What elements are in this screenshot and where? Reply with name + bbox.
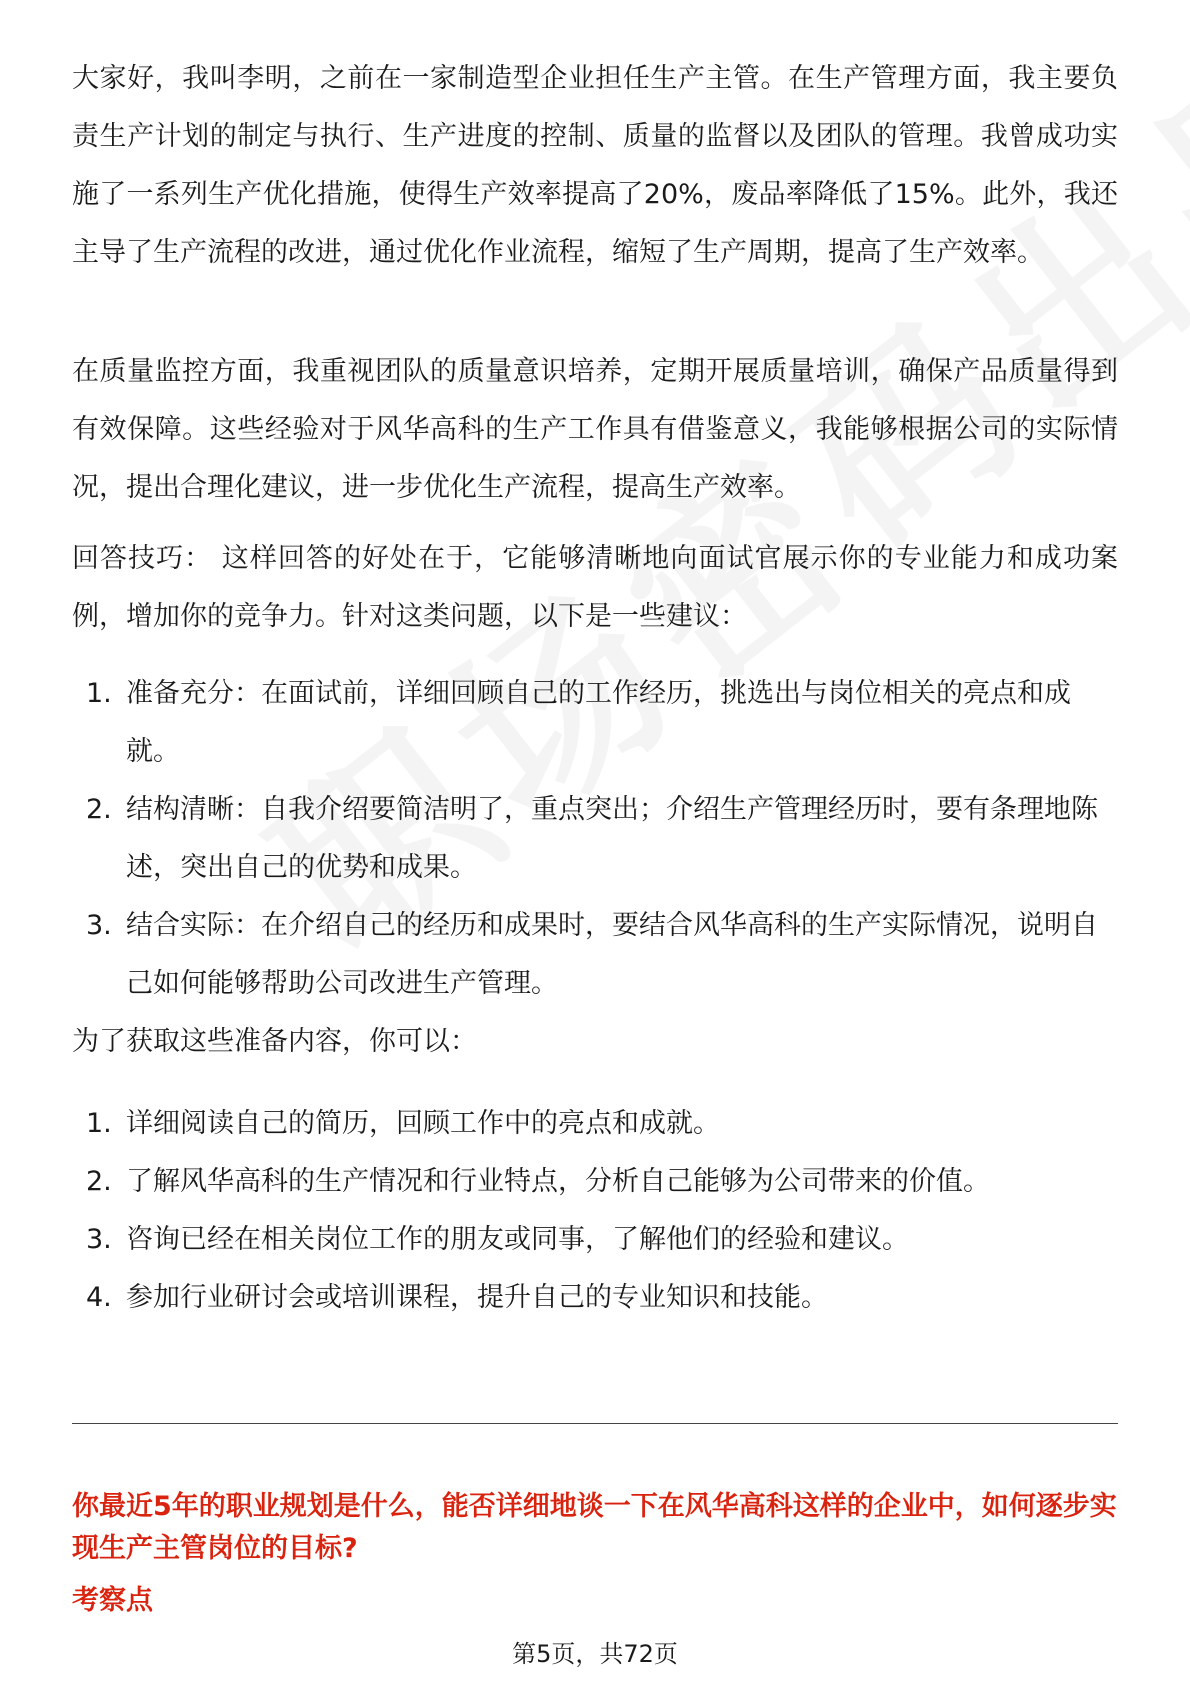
list-item <box>72 1095 1118 1153</box>
list-item-text: 结合实际：在介绍自己的经历和成果时，要结合风华高科的生产实际情况，说明自己如何能够帮助公司改进生产管理。 <box>126 910 1098 999</box>
list-item-text: 准备充分：在面试前，详细回顾自己的工作经历，挑选出与岗位相关的亮点和成就。 <box>126 678 1071 767</box>
prepare-list <box>72 1095 1118 1327</box>
list-number: 2. <box>86 1166 112 1197</box>
list-item <box>72 897 1118 1013</box>
list-item <box>72 665 1118 781</box>
list-item <box>72 1153 1118 1211</box>
next-question-heading: 你最近5年的职业规划是什么，能否详细地谈一下在风华高科这样的企业中，如何逐步实现生产主管岗位的目标? <box>72 1491 1117 1564</box>
list-number: 2. <box>86 794 112 825</box>
list-item-text: 咨询已经在相关岗位工作的朋友或同事，了解他们的经验和建议。 <box>126 1224 909 1255</box>
quality-paragraph: 在质量监控方面，我重视团队的质量意识培养，定期开展质量培训，确保产品质量得到有效保障。这些经验对于风华高科的生产工作具有借鉴意义，我能够根据公司的实际情况，提出合理化建议，进一步优化生产流程，提高生产效率。 <box>72 356 1118 503</box>
prepare-intro: 为了获取这些准备内容，你可以： <box>72 1026 477 1057</box>
list-number: 3. <box>86 910 112 941</box>
tips-paragraph: 回答技巧： 这样回答的好处在于，它能够清晰地向面试官展示你的专业能力和成功案例，增加你的竞争力。针对这类问题，以下是一些建议： <box>72 543 1118 632</box>
list-number: 3. <box>86 1224 112 1255</box>
list-item-text: 结构清晰：自我介绍要简洁明了，重点突出；介绍生产管理经历时，要有条理地陈述，突出自己的优势和成果。 <box>126 794 1098 883</box>
list-item-text: 详细阅读自己的简历，回顾工作中的亮点和成就。 <box>126 1108 720 1139</box>
list-item-text: 了解风华高科的生产情况和行业特点，分析自己能够为公司带来的价值。 <box>126 1166 990 1197</box>
list-number: 1. <box>86 1108 112 1139</box>
list-item <box>72 781 1118 897</box>
list-item-text: 参加行业研讨会或培训课程，提升自己的专业知识和技能。 <box>126 1282 828 1313</box>
intro-paragraph: 大家好，我叫李明，之前在一家制造型企业担任生产主管。在生产管理方面，我主要负责生产计划的制定与执行、生产进度的控制、质量的监督以及团队的管理。我曾成功实施了一系列生产优化措施，使得生产效率提高了20%，废品率降低了15%。此外，我还主导了生产流程的改进，通过优化作业流程，缩短了生产周期，提高了生产效率。 <box>72 63 1118 268</box>
section-divider <box>72 1423 1118 1424</box>
page-footer: 第5页，共72页 <box>512 1640 678 1668</box>
list-number: 4. <box>86 1282 112 1313</box>
section-title: 考察点 <box>72 1585 153 1616</box>
list-number: 1. <box>86 678 112 709</box>
list-item <box>72 1269 1118 1327</box>
tips-list <box>72 665 1118 1013</box>
list-item <box>72 1211 1118 1269</box>
